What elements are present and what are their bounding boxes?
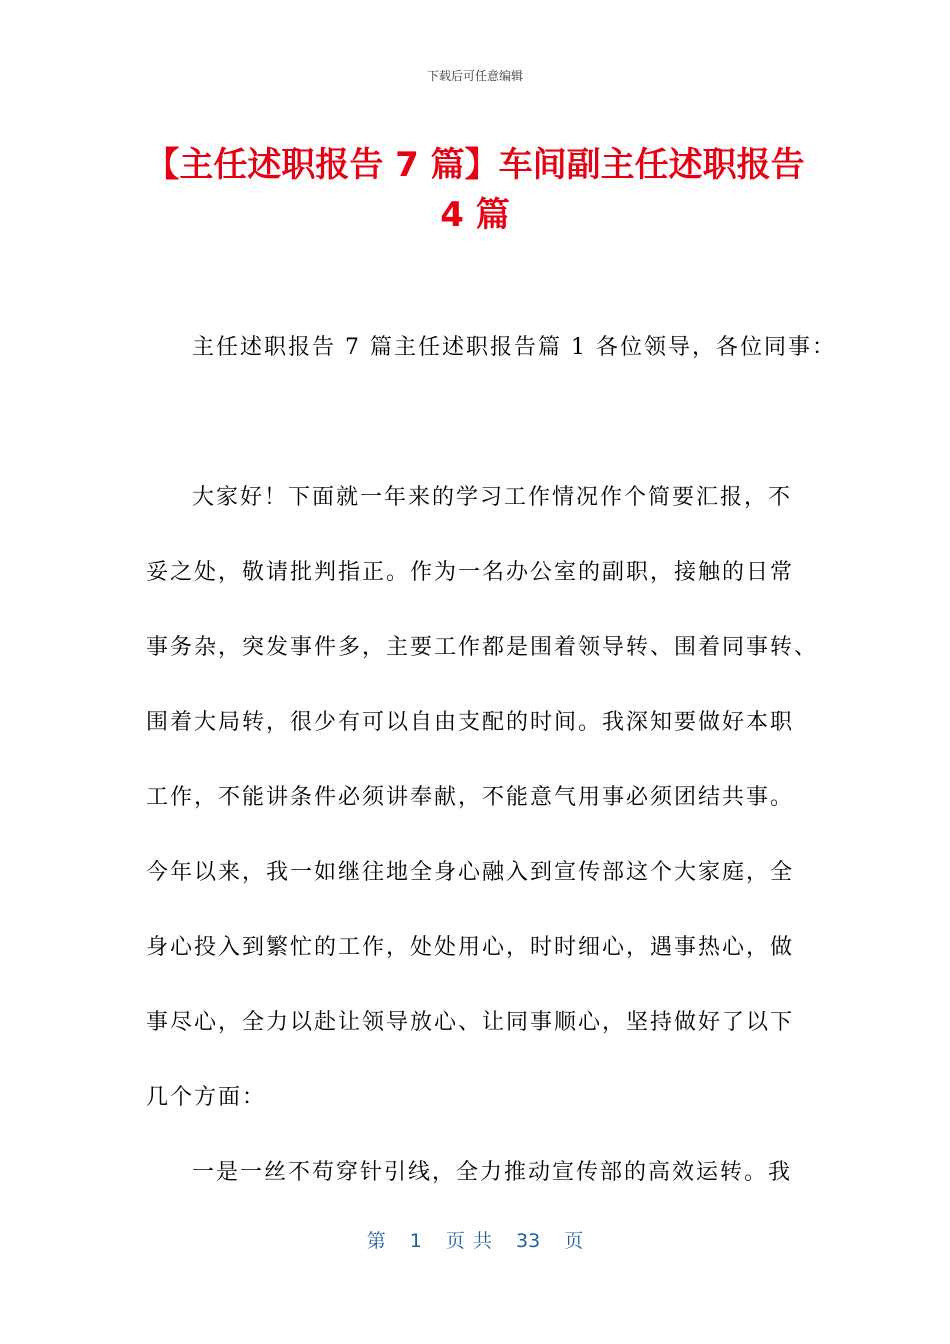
paragraph-line: 今年以来，我一如继往地全身心融入到宣传部这个大家庭，全: [146, 860, 795, 885]
intro-line: 主任述职报告 7 篇主任述职报告篇 1 各位领导，各位同事：: [192, 335, 836, 360]
footer-suffix: 页: [564, 1230, 584, 1252]
page-footer: [0, 1226, 950, 1253]
title-line-1: 【主任述职报告 7 篇】车间副主任述职报告: [145, 145, 805, 185]
paragraph-line: 身心投入到繁忙的工作，处处用心，时时细心，遇事热心，做: [146, 935, 795, 960]
paragraph-line: 一是一丝不苟穿针引线，全力推动宣传部的高效运转。我: [192, 1160, 793, 1185]
paragraph-line: 围着大局转，很少有可以自由支配的时间。我深知要做好本职: [146, 710, 795, 735]
paragraph-line: 妥之处，敬请批判指正。作为一名办公室的副职，接触的日常: [146, 560, 795, 585]
total-page-count: 33: [516, 1230, 541, 1252]
paragraph-line: 事务杂，突发事件多，主要工作都是围着领导转、围着同事转、: [146, 635, 819, 660]
paragraph-line: 事尽心，全力以赴让领导放心、让同事顺心，坚持做好了以下: [146, 1010, 795, 1035]
header-note: 下载后可任意编辑: [426, 69, 523, 83]
footer-prefix: 第: [366, 1230, 386, 1252]
title-line-2: 4 篇: [440, 195, 510, 235]
current-page-number: 1: [409, 1230, 422, 1252]
paragraph-line: 大家好！下面就一年来的学习工作情况作个简要汇报，不: [192, 485, 793, 510]
paragraph-line: 工作，不能讲条件必须讲奉献，不能意气用事必须团结共事。: [146, 785, 795, 810]
footer-middle: 页 共: [445, 1230, 492, 1252]
paragraph-line: 几个方面：: [146, 1085, 267, 1110]
document-title: [80, 140, 870, 240]
